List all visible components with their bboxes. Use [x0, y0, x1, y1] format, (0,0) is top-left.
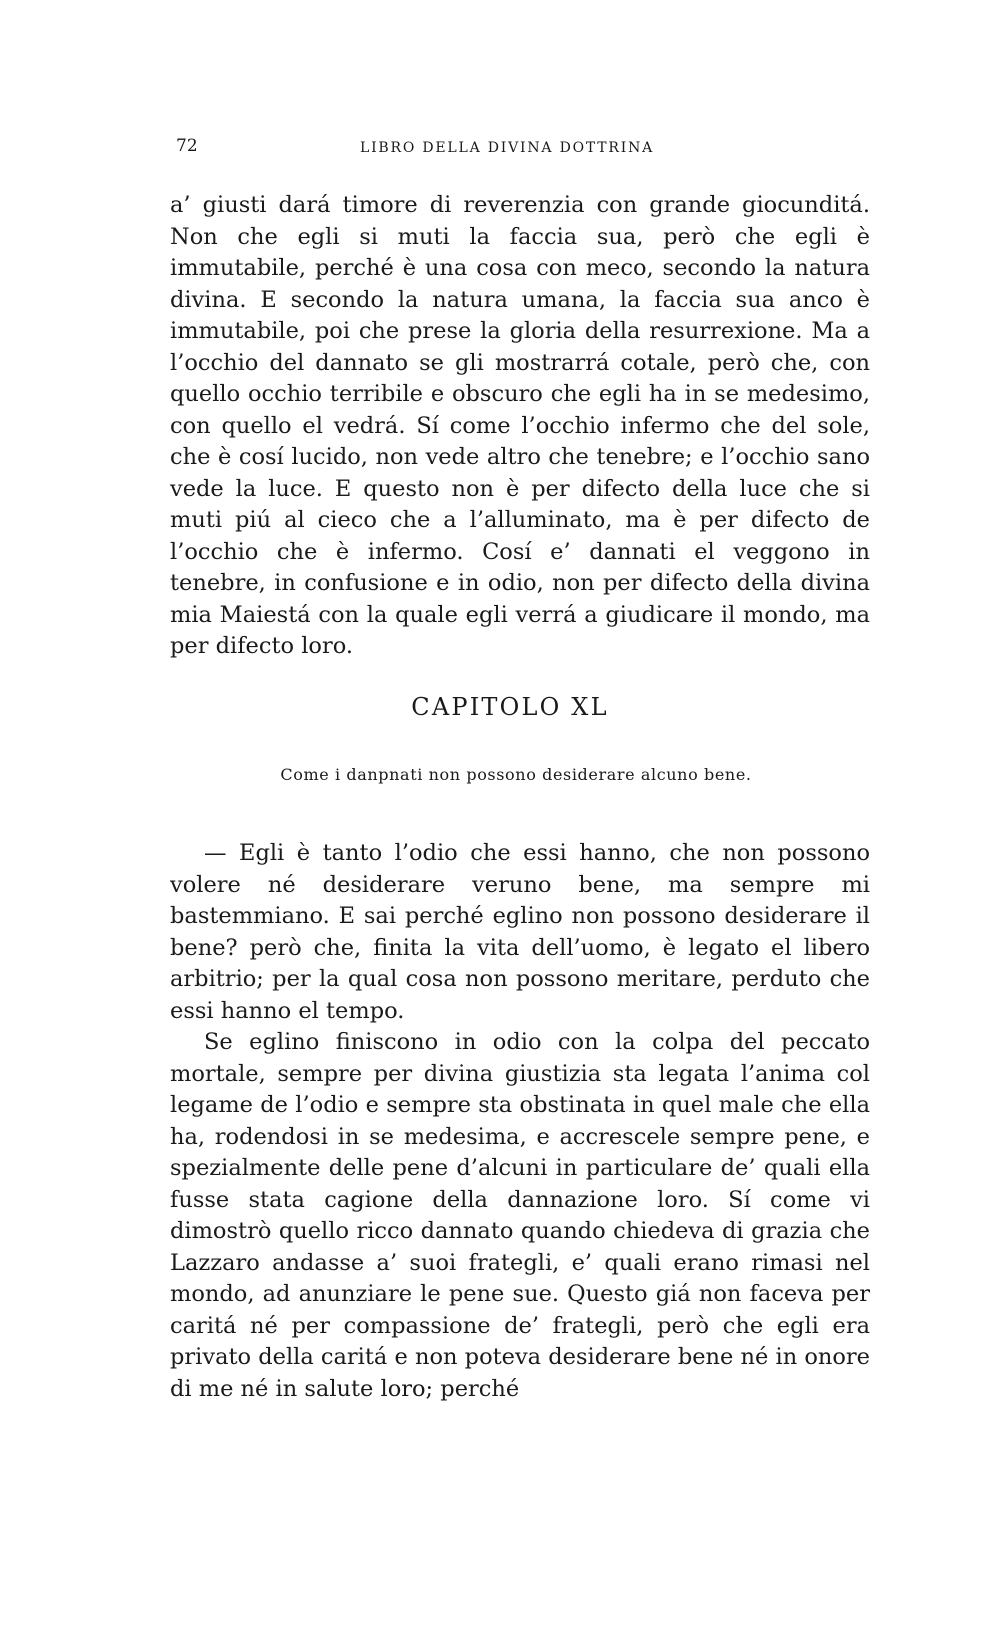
chapter-paragraph: Se eglino finiscono in odio con la colpa del peccato mortale, sempre per divina giustizia sta legata l’anima col legame de l’odio e sempre sta obstinata in quel male che ella ha, rodendosi in se medesima, e accrescele sempre pene, e spezialmente delle pene d’alcuni in particulare de’ quali ella fusse stata cagione della dannazione loro. Sí come vi dimostrò quello ricco dannato quando chiedeva di grazia che Lazzaro andasse a’ suoi frategli, e’ quali erano rimasi nel mondo, ad anunziare le pene sue. Questo giá non faceva per caritá né per compassione de’ frategli, però che egli era privato della caritá e non poteva desiderare bene né in onore di me né in salute loro; perché	[170, 1029, 870, 1402]
opening-paragraph: a’ giusti dará timore di reverenzia con grande giocunditá. Non che egli si muti la faccia sua, però che egli è immutabile, perché è una cosa con meco, secondo la natura divina. E secondo la natura umana, la faccia sua anco è immutabile, poi che prese la gloria della resurrexione. Ma a l’occhio del dannato se gli mostrarrá cotale, però che, con quello occhio terribile e obscuro che egli ha in se medesimo, con quello el vedrá. Sí come l’occhio infermo che del sole, che è cosí lucido, non vede altro che tenebre; e l’occhio sano vede la luce. E questo non è per difecto della luce che si muti piú al cieco che a l’alluminato, ma è per difecto de l’occhio che è infermo. Cosí e’ dannati el veggono in tenebre, in confusione e in odio, non per difecto della divina mia Maiestá con la quale egli verrá a giudicare il mondo, ma per difecto loro.	[170, 192, 870, 659]
chapter-heading: CAPITOLO XL	[411, 693, 609, 721]
book-title: LIBRO DELLA DIVINA DOTTRINA	[360, 140, 655, 156]
opening-text-block	[170, 190, 870, 663]
chapter-body	[170, 838, 870, 1405]
chapter-paragraph: — Egli è tanto l’odio che essi hanno, che non possono volere né desiderare veruno bene, ma sempre mi bastemmiano. E sai perché eglino non possono desiderare il bene? però che, finita la vita dell’uomo, è legato el libero arbitrio; per la qual cosa non possono meritare, perduto che essi hanno el tempo.	[170, 840, 870, 1024]
page-number: 72	[176, 136, 198, 156]
running-head	[176, 136, 866, 160]
chapter-subtitle: Come i danpnati non possono desiderare alcuno bene.	[280, 765, 752, 784]
